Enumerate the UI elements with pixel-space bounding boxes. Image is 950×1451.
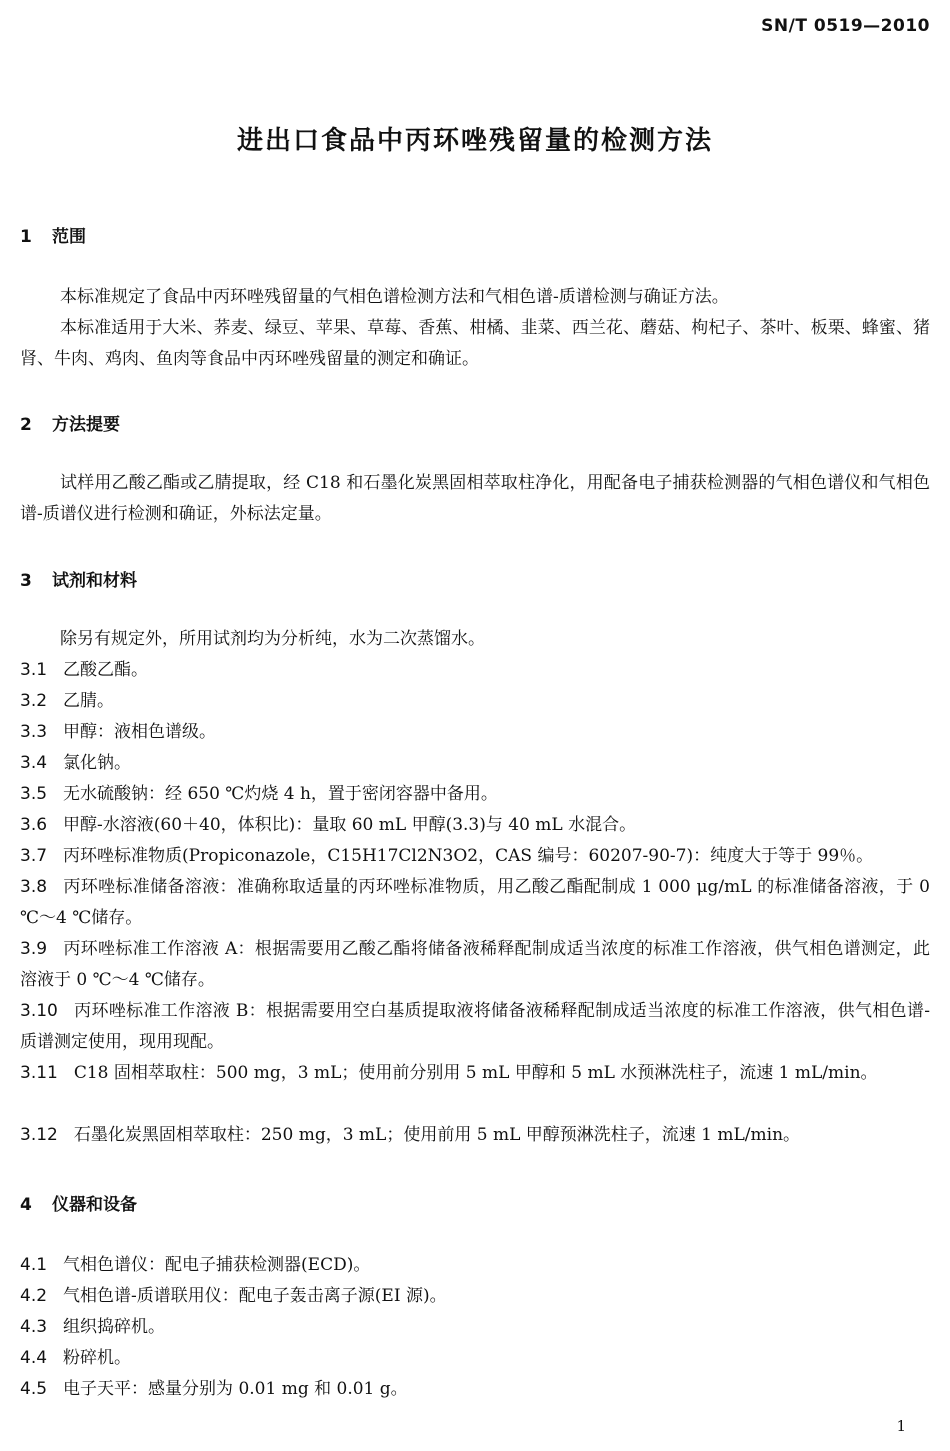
section-number: 4: [20, 1195, 32, 1215]
section-heading-1: [20, 222, 86, 247]
list-item: 4.3 组织捣碎机。: [20, 1317, 166, 1337]
document-title: 进出口食品中丙环唑残留量的检测方法: [236, 126, 713, 156]
list-item: 3.10 丙环唑标准工作溶液 B：根据需要用空白基质提取液将储备液稀释配制成适当浓度的标准工作溶液，供气相色谱-质谱测定使用，现用现配。: [20, 1001, 930, 1052]
paragraph: 本标准规定了食品中丙环唑残留量的气相色谱检测方法和气相色谱-质谱检测与确证方法。: [60, 287, 729, 307]
section-heading-3: [20, 566, 137, 591]
list-item: 3.4 氯化钠。: [20, 753, 132, 773]
page-number: 1: [896, 1417, 906, 1435]
list-item: 3.2 乙腈。: [20, 691, 115, 711]
section-title: 试剂和材料: [52, 571, 137, 591]
list-item: 3.11 C18 固相萃取柱：500 mg，3 mL；使用前分别用 5 mL 甲醇和 5 mL 水预淋洗柱子，流速 1 mL/min。: [20, 1063, 878, 1083]
list-item: 3.7 丙环唑标准物质(Propiconazole，C15H17Cl2N3O2，CAS 编号：60207-90-7)：纯度大于等于 99％。: [20, 846, 874, 866]
paragraph: 试样用乙酸乙酯或乙腈提取，经 C18 和石墨化炭黑固相萃取柱净化，用配备电子捕获检测器的气相色谱仪和气相色谱-质谱仪进行检测和确证，外标法定量。: [20, 473, 930, 524]
section-title: 仪器和设备: [52, 1195, 137, 1215]
section-title: 方法提要: [52, 415, 120, 435]
section-number: 3: [20, 571, 32, 591]
section-heading-2: [20, 410, 120, 435]
section-number: 1: [20, 227, 32, 247]
list-item: 3.1 乙酸乙酯。: [20, 660, 149, 680]
standard-code: SN/T 0519—2010: [761, 16, 930, 36]
list-item: 3.8 丙环唑标准储备溶液：准确称取适量的丙环唑标准物质，用乙酸乙酯配制成 1 000 μg/mL 的标准储备溶液，于 0 ℃～4 ℃储存。: [20, 877, 930, 928]
list-item: 4.1 气相色谱仪：配电子捕获检测器(ECD)。: [20, 1255, 371, 1275]
section-heading-4: [20, 1190, 137, 1215]
section-number: 2: [20, 415, 32, 435]
paragraph: 本标准适用于大米、荞麦、绿豆、苹果、草莓、香蕉、柑橘、韭菜、西兰花、蘑菇、枸杞子、茶叶、板栗、蜂蜜、猪肾、牛肉、鸡肉、鱼肉等食品中丙环唑残留量的测定和确证。: [20, 318, 930, 369]
list-item: 4.5 电子天平：感量分别为 0.01 mg 和 0.01 g。: [20, 1379, 408, 1399]
list-item: 4.4 粉碎机。: [20, 1348, 132, 1368]
paragraph: 除另有规定外，所用试剂均为分析纯，水为二次蒸馏水。: [60, 629, 485, 649]
section-title: 范围: [52, 227, 86, 247]
list-item: 3.6 甲醇-水溶液(60＋40，体积比)：量取 60 mL 甲醇(3.3)与 40 mL 水混合。: [20, 815, 637, 835]
list-item: 3.9 丙环唑标准工作溶液 A：根据需要用乙酸乙酯将储备液稀释配制成适当浓度的标准工作溶液，供气相色谱测定，此溶液于 0 ℃～4 ℃储存。: [20, 939, 930, 990]
list-item: 4.2 气相色谱-质谱联用仪：配电子轰击离子源(EI 源)。: [20, 1286, 447, 1306]
list-item: 3.5 无水硫酸钠：经 650 ℃灼烧 4 h，置于密闭容器中备用。: [20, 784, 498, 804]
list-item: 3.3 甲醇：液相色谱级。: [20, 722, 217, 742]
list-item: 3.12 石墨化炭黑固相萃取柱：250 mg，3 mL；使用前用 5 mL 甲醇预淋洗柱子，流速 1 mL/min。: [20, 1125, 801, 1145]
